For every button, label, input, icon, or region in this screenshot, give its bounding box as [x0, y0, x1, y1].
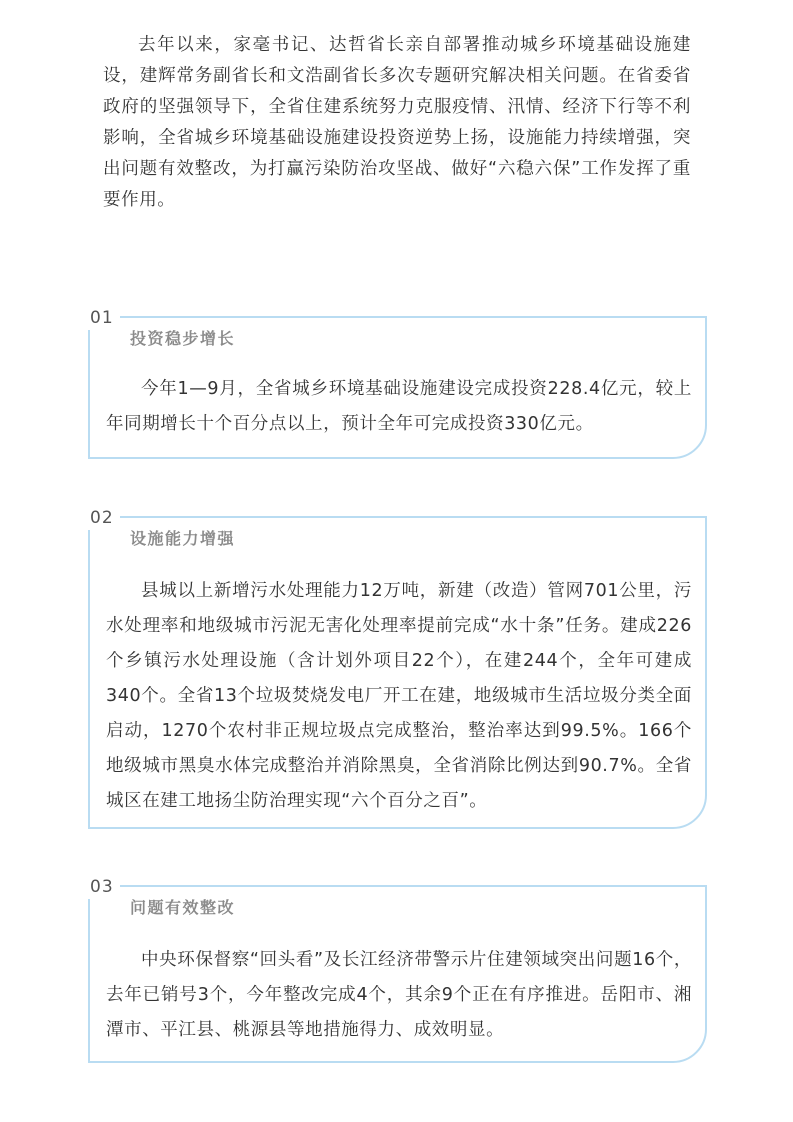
section-title: 问题有效整改: [130, 898, 236, 917]
section-number: 01: [86, 308, 120, 330]
section-title: 设施能力增强: [130, 529, 236, 548]
section-body: 今年1—9月，全省城乡环境基础设施建设完成投资228.4亿元，较上年同期增长十个百分点以上，预计全年可完成投资330亿元。: [106, 379, 692, 434]
intro-paragraph: 去年以来，家毫书记、达哲省长亲自部署推动城乡环境基础设施建设，建辉常务副省长和文浩副省长多次专题研究解决相关问题。在省委省政府的坚强领导下，全省住建系统努力克服疫情、汛情、经济下行等不利影响，全省城乡环境基础设施建设投资逆势上扬，设施能力持续增强，突出问题有效整改，为打赢污染防治攻坚战、做好“六稳六保”工作发挥了重要作用。: [103, 35, 691, 210]
section-number: 03: [86, 877, 120, 899]
section-body: 县城以上新增污水处理能力12万吨，新建（改造）管网701公里，污水处理率和地级城市污泥无害化处理率提前完成“水十条”任务。建成226个乡镇污水处理设施（含计划外项目22个），在建244个，全年可建成340个。全省13个垃圾焚烧发电厂开工在建，地级城市生活垃圾分类全面启动，1270个农村非正规垃圾点完成整治，整治率达到99.5%。166个地级城市黑臭水体完成整治并消除黑臭，全省消除比例达到90.7%。全省城区在建工地扬尘防治理实现“六个百分之百”。: [106, 581, 692, 811]
section-body: 中央环保督察“回头看”及长江经济带警示片住建领域突出问题16个，去年已销号3个，今年整改完成4个，其余9个正在有序推进。岳阳市、湘潭市、平江县、桃源县等地措施得力、成效明显。: [106, 950, 692, 1040]
section-title: 投资稳步增长: [130, 329, 236, 348]
section-card-capacity: [88, 508, 707, 829]
section-card-investment: [88, 308, 707, 459]
section-card-rectification: [88, 877, 707, 1063]
section-number: 02: [86, 508, 120, 530]
